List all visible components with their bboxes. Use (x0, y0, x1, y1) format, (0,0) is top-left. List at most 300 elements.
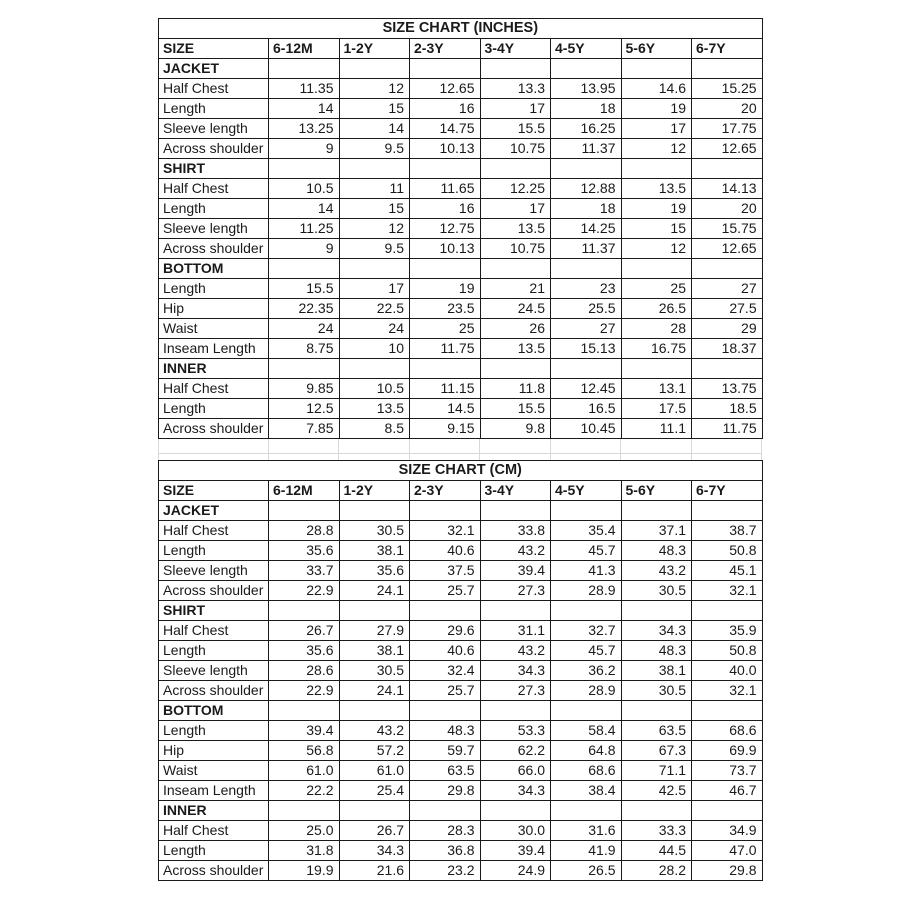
value-cell: 18.5 (692, 399, 763, 419)
empty-cell (551, 259, 622, 279)
value-cell: 64.8 (551, 741, 622, 761)
value-cell: 41.3 (551, 561, 622, 581)
column-header-cell: 5-6Y (621, 481, 692, 501)
row-label-cell: Sleeve length (159, 219, 269, 239)
empty-cell (692, 259, 763, 279)
value-cell: 39.4 (269, 721, 340, 741)
measurement-row (159, 681, 763, 701)
value-cell: 13.5 (339, 399, 410, 419)
value-cell: 42.5 (621, 781, 692, 801)
table-title-row (159, 461, 763, 481)
value-cell: 9 (269, 239, 340, 259)
value-cell: 57.2 (339, 741, 410, 761)
value-cell: 8.5 (339, 419, 410, 439)
value-cell: 34.3 (480, 661, 551, 681)
value-cell: 71.1 (621, 761, 692, 781)
value-cell: 27 (692, 279, 763, 299)
row-label-cell: Length (159, 841, 269, 861)
empty-cell (410, 259, 481, 279)
value-cell: 12 (621, 239, 692, 259)
value-cell: 9.15 (410, 419, 481, 439)
empty-cell (551, 159, 622, 179)
value-cell: 10.5 (269, 179, 340, 199)
empty-cell (621, 501, 692, 521)
table-title-row (159, 19, 763, 39)
column-header-cell: 4-5Y (551, 481, 622, 501)
row-label-cell: Waist (159, 761, 269, 781)
empty-cell (269, 601, 340, 621)
measurement-row (159, 419, 763, 439)
value-cell: 56.8 (269, 741, 340, 761)
column-header-cell: 6-12M (269, 481, 340, 501)
row-label-cell: Sleeve length (159, 119, 269, 139)
value-cell: 38.7 (692, 521, 763, 541)
measurement-row (159, 661, 763, 681)
value-cell: 11.75 (410, 339, 481, 359)
value-cell: 29.8 (410, 781, 481, 801)
value-cell: 48.3 (621, 641, 692, 661)
empty-cell (480, 701, 551, 721)
empty-cell (480, 259, 551, 279)
measurement-row (159, 199, 763, 219)
value-cell: 50.8 (692, 641, 763, 661)
column-header-cell: 6-7Y (692, 39, 763, 59)
value-cell: 14.25 (551, 219, 622, 239)
value-cell: 66.0 (480, 761, 551, 781)
value-cell: 15.75 (692, 219, 763, 239)
value-cell: 29.6 (410, 621, 481, 641)
empty-cell (269, 701, 340, 721)
value-cell: 10.13 (410, 139, 481, 159)
value-cell: 22.35 (269, 299, 340, 319)
value-cell: 43.2 (480, 641, 551, 661)
value-cell: 61.0 (339, 761, 410, 781)
value-cell: 19 (621, 199, 692, 219)
value-cell: 22.9 (269, 581, 340, 601)
column-header-cell: 2-3Y (410, 481, 481, 501)
value-cell: 14 (269, 199, 340, 219)
empty-cell (480, 359, 551, 379)
empty-cell (551, 359, 622, 379)
value-cell: 48.3 (410, 721, 481, 741)
column-header-cell: 3-4Y (480, 481, 551, 501)
empty-cell (551, 801, 622, 821)
measurement-row (159, 841, 763, 861)
value-cell: 41.9 (551, 841, 622, 861)
empty-cell (551, 701, 622, 721)
value-cell: 19 (410, 279, 481, 299)
value-cell: 29.8 (692, 861, 763, 881)
value-cell: 19 (621, 99, 692, 119)
empty-cell (410, 601, 481, 621)
value-cell: 24 (269, 319, 340, 339)
value-cell: 18 (551, 99, 622, 119)
value-cell: 9.8 (480, 419, 551, 439)
row-label-cell: Inseam Length (159, 339, 269, 359)
value-cell: 15.25 (692, 79, 763, 99)
value-cell: 43.2 (339, 721, 410, 741)
value-cell: 23.5 (410, 299, 481, 319)
value-cell: 12.75 (410, 219, 481, 239)
measurement-row (159, 399, 763, 419)
empty-cell (692, 159, 763, 179)
value-cell: 14.13 (692, 179, 763, 199)
empty-cell (692, 359, 763, 379)
row-label-cell: Across shoulder (159, 139, 269, 159)
row-label-cell: Length (159, 399, 269, 419)
empty-cell (339, 501, 410, 521)
empty-cell (269, 801, 340, 821)
empty-cell (269, 59, 340, 79)
value-cell: 11.1 (621, 419, 692, 439)
value-cell: 35.6 (269, 641, 340, 661)
value-cell: 40.0 (692, 661, 763, 681)
value-cell: 39.4 (480, 841, 551, 861)
value-cell: 12.45 (551, 379, 622, 399)
value-cell: 34.3 (339, 841, 410, 861)
value-cell: 68.6 (551, 761, 622, 781)
value-cell: 25.7 (410, 681, 481, 701)
value-cell: 13.75 (692, 379, 763, 399)
value-cell: 30.0 (480, 821, 551, 841)
value-cell: 25.5 (551, 299, 622, 319)
empty-cell (269, 359, 340, 379)
size-chart-cm-table (158, 460, 763, 881)
row-label-cell: Half Chest (159, 179, 269, 199)
size-chart-inches-table (158, 18, 763, 439)
value-cell: 27 (551, 319, 622, 339)
empty-cell (621, 259, 692, 279)
value-cell: 45.7 (551, 541, 622, 561)
empty-cell (410, 59, 481, 79)
measurement-row (159, 861, 763, 881)
value-cell: 11.37 (551, 239, 622, 259)
column-header-cell: 6-7Y (692, 481, 763, 501)
value-cell: 11.8 (480, 379, 551, 399)
empty-cell (621, 801, 692, 821)
value-cell: 9.5 (339, 239, 410, 259)
empty-cell (269, 259, 340, 279)
value-cell: 10.75 (480, 139, 551, 159)
value-cell: 17.75 (692, 119, 763, 139)
section-header-cell: INNER (159, 801, 269, 821)
empty-cell (339, 259, 410, 279)
value-cell: 32.1 (410, 521, 481, 541)
measurement-row (159, 581, 763, 601)
row-label-cell: Half Chest (159, 521, 269, 541)
empty-cell (621, 159, 692, 179)
value-cell: 14.5 (410, 399, 481, 419)
measurement-row (159, 79, 763, 99)
value-cell: 32.7 (551, 621, 622, 641)
measurement-row (159, 319, 763, 339)
empty-cell (480, 501, 551, 521)
value-cell: 34.9 (692, 821, 763, 841)
section-header-row (159, 59, 763, 79)
value-cell: 40.6 (410, 541, 481, 561)
empty-cell (621, 359, 692, 379)
value-cell: 11.35 (269, 79, 340, 99)
section-header-cell: BOTTOM (159, 701, 269, 721)
row-label-cell: Across shoulder (159, 861, 269, 881)
measurement-row (159, 299, 763, 319)
value-cell: 28.8 (269, 521, 340, 541)
empty-cell (551, 601, 622, 621)
measurement-row (159, 379, 763, 399)
value-cell: 67.3 (621, 741, 692, 761)
value-cell: 12.65 (692, 239, 763, 259)
value-cell: 27.3 (480, 681, 551, 701)
value-cell: 9 (269, 139, 340, 159)
empty-cell (339, 801, 410, 821)
empty-cell (410, 359, 481, 379)
measurement-row (159, 339, 763, 359)
value-cell: 30.5 (621, 681, 692, 701)
value-cell: 68.6 (692, 721, 763, 741)
column-header-cell: 5-6Y (621, 39, 692, 59)
value-cell: 26.5 (621, 299, 692, 319)
value-cell: 27.5 (692, 299, 763, 319)
value-cell: 35.4 (551, 521, 622, 541)
value-cell: 12 (339, 219, 410, 239)
empty-cell (410, 801, 481, 821)
measurement-row (159, 561, 763, 581)
empty-cell (692, 601, 763, 621)
value-cell: 62.2 (480, 741, 551, 761)
value-cell: 48.3 (621, 541, 692, 561)
value-cell: 18.37 (692, 339, 763, 359)
value-cell: 36.2 (551, 661, 622, 681)
value-cell: 46.7 (692, 781, 763, 801)
value-cell: 12 (621, 139, 692, 159)
empty-cell (551, 501, 622, 521)
value-cell: 9.5 (339, 139, 410, 159)
measurement-row (159, 721, 763, 741)
value-cell: 30.5 (339, 521, 410, 541)
value-cell: 10.5 (339, 379, 410, 399)
value-cell: 35.6 (269, 541, 340, 561)
column-header-cell: 1-2Y (339, 39, 410, 59)
value-cell: 25 (621, 279, 692, 299)
value-cell: 21 (480, 279, 551, 299)
value-cell: 23 (551, 279, 622, 299)
row-label-cell: Across shoulder (159, 681, 269, 701)
value-cell: 28.9 (551, 581, 622, 601)
empty-cell (339, 601, 410, 621)
value-cell: 34.3 (480, 781, 551, 801)
value-cell: 35.6 (339, 561, 410, 581)
measurement-row (159, 119, 763, 139)
row-label-cell: Waist (159, 319, 269, 339)
value-cell: 37.1 (621, 521, 692, 541)
value-cell: 15.13 (551, 339, 622, 359)
section-header-cell: JACKET (159, 501, 269, 521)
value-cell: 11.25 (269, 219, 340, 239)
value-cell: 22.5 (339, 299, 410, 319)
row-label-cell: Length (159, 99, 269, 119)
value-cell: 8.75 (269, 339, 340, 359)
value-cell: 13.1 (621, 379, 692, 399)
value-cell: 28.3 (410, 821, 481, 841)
value-cell: 24.1 (339, 681, 410, 701)
section-header-cell: BOTTOM (159, 259, 269, 279)
row-label-cell: Across shoulder (159, 581, 269, 601)
row-label-cell: Length (159, 199, 269, 219)
value-cell: 30.5 (621, 581, 692, 601)
value-cell: 19.9 (269, 861, 340, 881)
value-cell: 28.2 (621, 861, 692, 881)
measurement-row (159, 279, 763, 299)
measurement-row (159, 541, 763, 561)
empty-cell (339, 59, 410, 79)
empty-cell (692, 501, 763, 521)
value-cell: 14.75 (410, 119, 481, 139)
value-cell: 17 (621, 119, 692, 139)
column-header-cell: 2-3Y (410, 39, 481, 59)
value-cell: 12 (339, 79, 410, 99)
value-cell: 11.15 (410, 379, 481, 399)
value-cell: 59.7 (410, 741, 481, 761)
value-cell: 25 (410, 319, 481, 339)
value-cell: 73.7 (692, 761, 763, 781)
measurement-row (159, 621, 763, 641)
table-title: SIZE CHART (CM) (159, 461, 763, 481)
row-label-cell: Length (159, 541, 269, 561)
value-cell: 13.25 (269, 119, 340, 139)
value-cell: 28.9 (551, 681, 622, 701)
value-cell: 53.3 (480, 721, 551, 741)
value-cell: 22.2 (269, 781, 340, 801)
row-label-cell: Half Chest (159, 821, 269, 841)
value-cell: 38.1 (621, 661, 692, 681)
value-cell: 27.3 (480, 581, 551, 601)
value-cell: 61.0 (269, 761, 340, 781)
empty-cell (551, 59, 622, 79)
column-header-cell: SIZE (159, 481, 269, 501)
empty-cell (410, 159, 481, 179)
row-label-cell: Sleeve length (159, 561, 269, 581)
value-cell: 24.5 (480, 299, 551, 319)
empty-cell (621, 701, 692, 721)
value-cell: 10.75 (480, 239, 551, 259)
value-cell: 32.4 (410, 661, 481, 681)
value-cell: 25.0 (269, 821, 340, 841)
value-cell: 30.5 (339, 661, 410, 681)
value-cell: 10.45 (551, 419, 622, 439)
value-cell: 15.5 (480, 399, 551, 419)
measurement-row (159, 99, 763, 119)
column-header-cell: 3-4Y (480, 39, 551, 59)
value-cell: 31.6 (551, 821, 622, 841)
value-cell: 9.85 (269, 379, 340, 399)
value-cell: 12.25 (480, 179, 551, 199)
value-cell: 7.85 (269, 419, 340, 439)
measurement-row (159, 821, 763, 841)
empty-cell (480, 601, 551, 621)
value-cell: 15 (339, 199, 410, 219)
value-cell: 12.65 (410, 79, 481, 99)
column-header-cell: SIZE (159, 39, 269, 59)
value-cell: 15 (621, 219, 692, 239)
column-header-cell: 6-12M (269, 39, 340, 59)
value-cell: 17 (339, 279, 410, 299)
empty-cell (692, 59, 763, 79)
value-cell: 24 (339, 319, 410, 339)
value-cell: 26.7 (269, 621, 340, 641)
value-cell: 43.2 (621, 561, 692, 581)
value-cell: 33.7 (269, 561, 340, 581)
row-label-cell: Half Chest (159, 621, 269, 641)
value-cell: 10.13 (410, 239, 481, 259)
measurement-row (159, 781, 763, 801)
value-cell: 63.5 (621, 721, 692, 741)
section-header-row (159, 359, 763, 379)
value-cell: 11.37 (551, 139, 622, 159)
value-cell: 12.5 (269, 399, 340, 419)
value-cell: 20 (692, 199, 763, 219)
value-cell: 43.2 (480, 541, 551, 561)
value-cell: 38.1 (339, 641, 410, 661)
value-cell: 11 (339, 179, 410, 199)
row-label-cell: Across shoulder (159, 239, 269, 259)
measurement-row (159, 179, 763, 199)
value-cell: 12.65 (692, 139, 763, 159)
value-cell: 22.9 (269, 681, 340, 701)
value-cell: 38.4 (551, 781, 622, 801)
value-cell: 15.5 (269, 279, 340, 299)
column-header-cell: 1-2Y (339, 481, 410, 501)
column-header-row (159, 481, 763, 501)
section-header-row (159, 501, 763, 521)
value-cell: 13.5 (621, 179, 692, 199)
value-cell: 32.1 (692, 581, 763, 601)
value-cell: 40.6 (410, 641, 481, 661)
empty-cell (269, 501, 340, 521)
value-cell: 16 (410, 99, 481, 119)
value-cell: 26.7 (339, 821, 410, 841)
row-label-cell: Sleeve length (159, 661, 269, 681)
empty-cell (339, 159, 410, 179)
value-cell: 39.4 (480, 561, 551, 581)
section-header-cell: INNER (159, 359, 269, 379)
value-cell: 45.7 (551, 641, 622, 661)
value-cell: 17 (480, 199, 551, 219)
value-cell: 69.9 (692, 741, 763, 761)
empty-cell (692, 701, 763, 721)
value-cell: 34.3 (621, 621, 692, 641)
value-cell: 17 (480, 99, 551, 119)
value-cell: 45.1 (692, 561, 763, 581)
value-cell: 11.75 (692, 419, 763, 439)
empty-cell (410, 501, 481, 521)
value-cell: 47.0 (692, 841, 763, 861)
value-cell: 13.5 (480, 219, 551, 239)
value-cell: 27.9 (339, 621, 410, 641)
value-cell: 16 (410, 199, 481, 219)
value-cell: 23.2 (410, 861, 481, 881)
value-cell: 58.4 (551, 721, 622, 741)
row-label-cell: Length (159, 721, 269, 741)
value-cell: 28.6 (269, 661, 340, 681)
measurement-row (159, 219, 763, 239)
value-cell: 14.6 (621, 79, 692, 99)
value-cell: 16.25 (551, 119, 622, 139)
section-header-cell: JACKET (159, 59, 269, 79)
value-cell: 32.1 (692, 681, 763, 701)
row-label-cell: Hip (159, 299, 269, 319)
empty-cell (339, 701, 410, 721)
value-cell: 38.1 (339, 541, 410, 561)
